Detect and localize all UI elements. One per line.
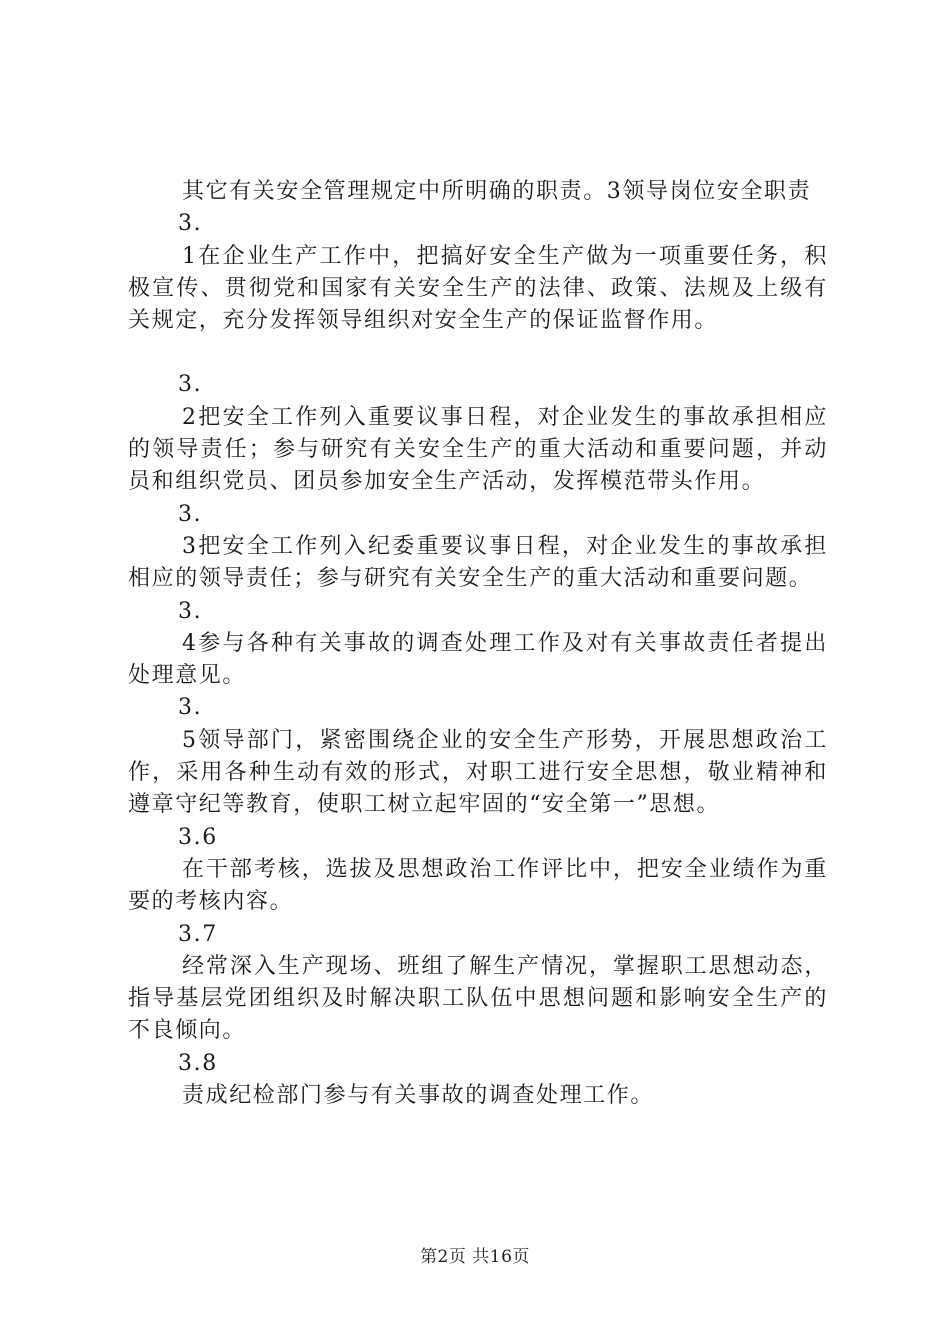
- paragraph: 5领导部门，紧密围绕企业的安全生产形势，开展思想政治工作，采用各种生动有效的形式，对职工进行安全思想，敬业精神和遵章守纪等教育，使职工树立起牢固的“安全第一”思想。: [128, 727, 828, 818]
- document-body: [128, 176, 828, 1112]
- paragraph: 3把安全工作列入纪委重要议事日程，对企业发生的事故承担相应的领导责任；参与研究有关安全生产的重大活动和重要问题。: [128, 533, 828, 592]
- section-number: 3.7: [178, 921, 218, 947]
- section-number: 3.8: [178, 1050, 218, 1076]
- section-number: 3.: [178, 372, 203, 398]
- section-number: 3.: [178, 501, 203, 527]
- section-number: 3.6: [178, 824, 218, 850]
- section-number: 3.: [178, 211, 203, 237]
- paragraph: 4参与各种有关事故的调查处理工作及对有关事故责任者提出处理意见。: [128, 630, 828, 689]
- paragraph: 其它有关安全管理规定中所明确的职责。3领导岗位安全职责: [182, 179, 812, 204]
- page-footer: 第2页 共16页: [420, 1247, 530, 1267]
- paragraph: 经常深入生产现场、班组了解生产情况，掌握职工思想动态，指导基层党团组织及时解决职工队伍中思想问题和影响安全生产的不良倾向。: [128, 953, 828, 1044]
- section-number: 3.: [178, 695, 203, 721]
- blank-line: [128, 337, 828, 369]
- paragraph: 在干部考核，选拔及思想政治工作评比中，把安全业绩作为重要的考核内容。: [128, 856, 828, 915]
- paragraph: 责成纪检部门参与有关事故的调查处理工作。: [182, 1083, 655, 1109]
- paragraph: 2把安全工作列入重要议事日程，对企业发生的事故承担相应的领导责任；参与研究有关安全生产的重大活动和重要问题，并动员和组织党员、团员参加安全生产活动，发挥模范带头作用。: [128, 404, 828, 495]
- paragraph: 1在企业生产工作中，把搞好安全生产做为一项重要任务，积极宣传、贯彻党和国家有关安全生产的法律、政策、法规及上级有关规定，充分发挥领导组织对安全生产的保证监督作用。: [128, 243, 828, 334]
- section-number: 3.: [178, 598, 203, 624]
